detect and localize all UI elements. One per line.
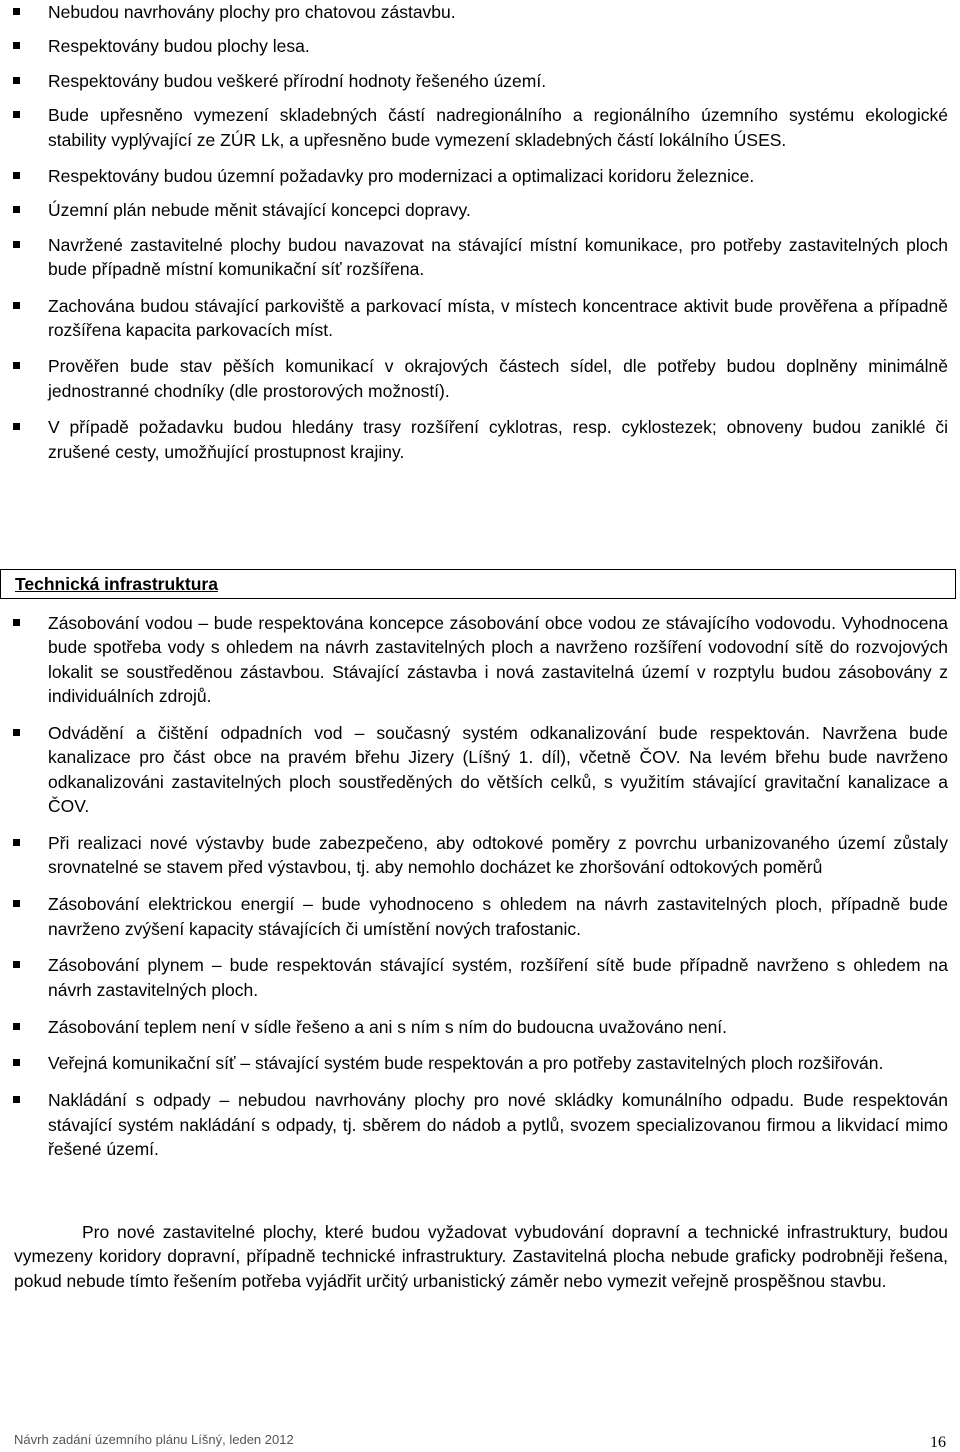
square-bullet-icon <box>13 111 20 118</box>
square-bullet-icon <box>13 900 20 907</box>
square-bullet-icon <box>13 172 20 179</box>
list-item-text: V případě požadavku budou hledány trasy rozšíření cyklotras, resp. cyklostezek; obnoveny budou zaniklé či zrušené cesty, umožňující prostupnost krajiny. <box>48 417 948 462</box>
list-item-text: Respektovány budou plochy lesa. <box>48 36 310 57</box>
square-bullet-icon <box>13 362 20 369</box>
list-item <box>0 611 960 709</box>
list-item-text: Zásobování vodou – bude respektována koncepce zásobování obce vodou ze stávajícího vodovodu. Vyhodnocena bude spotřeba vody s ohledem na návrh zastavitelných ploch a navrženo rozšíření vodovodní sítě do rozvojových lokalit se soustředěnou zástavbou. Stávající zástavba i nová zastavitelná území v rozptylu budou zásobovány z individuálních zdrojů. <box>48 613 948 707</box>
list-item <box>0 103 960 152</box>
list-item <box>0 831 960 880</box>
list-item <box>0 0 960 24</box>
square-bullet-icon <box>13 241 20 248</box>
closing-paragraph: Pro nové zastavitelné plochy, které budou vyžadovat vybudování dopravní a technické infrastruktury, budou vymezeny koridory dopravní, případně technické infrastruktury. Zastavitelná plocha nebude graficky podrobněji řešena, pokud nebude tímto řešením potřeba vyjádřit určitý urbanistický záměr nebo vymezit veřejně prospěšnou stavbu. <box>14 1222 948 1291</box>
list-item <box>0 892 960 941</box>
list-item <box>0 1088 960 1161</box>
square-bullet-icon <box>13 1023 20 1030</box>
list-item <box>0 1051 960 1075</box>
square-bullet-icon <box>13 1059 20 1066</box>
square-bullet-icon <box>13 8 20 15</box>
requirements-list <box>0 0 960 476</box>
list-item-text: Nebudou navrhovány plochy pro chatovou zástavbu. <box>48 2 456 22</box>
list-item <box>0 69 960 93</box>
square-bullet-icon <box>13 206 20 213</box>
list-item-text: Respektovány budou veškeré přírodní hodnoty řešeného území. <box>48 70 547 91</box>
list-item-text: Zachována budou stávající parkoviště a parkovací místa, v místech koncentrace aktivit bude prověřena a případně rozšířena kapacita parkovacích míst. <box>48 295 948 341</box>
section-heading <box>0 569 956 599</box>
square-bullet-icon <box>13 839 20 846</box>
list-item <box>0 34 960 58</box>
page-number: 16 <box>930 1434 946 1451</box>
square-bullet-icon <box>13 729 20 736</box>
footer-document-title: Návrh zadání územního plánu Líšný, leden 2012 <box>14 1432 294 1447</box>
square-bullet-icon <box>13 1096 20 1103</box>
list-item-text: Respektovány budou územní požadavky pro modernizaci a optimalizaci koridoru železnice. <box>48 166 755 187</box>
square-bullet-icon <box>13 42 20 49</box>
square-bullet-icon <box>13 77 20 84</box>
list-item <box>0 294 960 343</box>
list-item-text: Zásobování plynem – bude respektován stávající systém, rozšíření sítě bude případně navrženo s ohledem na návrh zastavitelných ploch. <box>48 955 948 1000</box>
list-item <box>0 721 960 819</box>
list-item <box>0 164 960 188</box>
list-item <box>0 415 960 464</box>
list-item-text: Zásobování elektrickou energií – bude vyhodnoceno s ohledem na návrh zastavitelných ploch, případně bude navrženo zvýšení kapacity stávajících či umístění nových trafostanic. <box>48 894 948 939</box>
square-bullet-icon <box>13 423 20 430</box>
list-item-text: Územní plán nebude měnit stávající koncepci dopravy. <box>48 200 471 221</box>
list-item-text: Prověřen bude stav pěších komunikací v okrajových částech sídel, dle potřeby budou doplněny minimálně jednostranné chodníky (dle prostorových možností). <box>48 356 948 401</box>
list-item <box>0 198 960 222</box>
list-item-text: Zásobování teplem není v sídle řešeno a ani s ním s ním do budoucna uvažováno není. <box>48 1016 728 1037</box>
section-heading-text: Technická infrastruktura <box>15 574 218 594</box>
list-item-text: Bude upřesněno vymezení skladebných částí nadregionálního a regionálního územního systému ekologické stability vyplývající ze ZÚR Lk, a upřesněno bude vymezení skladebných částí lokálního ÚSES. <box>48 105 948 150</box>
list-item-text: Odvádění a čištění odpadních vod – současný systém odkanalizování bude respektován. Navržena bude kanalizace pro část obce na pravém břehu Jizery (Líšný 1. díl), včetně ČOV. Na levém břehu bude navrženo odkanalizováni zastavitelných ploch soustředěných do větších celků, s využitím stávající gravitační kanalizace a ČOV. <box>48 723 948 817</box>
technical-infrastructure-list <box>0 611 960 1174</box>
list-item-text: Veřejná komunikační síť – stávající systém bude respektován a pro potřeby zastavitelných ploch rozšiřován. <box>48 1053 884 1074</box>
list-item <box>0 1015 960 1039</box>
square-bullet-icon <box>13 619 20 626</box>
list-item <box>0 233 960 282</box>
list-item <box>0 354 960 403</box>
square-bullet-icon <box>13 961 20 968</box>
square-bullet-icon <box>13 302 20 309</box>
list-item <box>0 953 960 1002</box>
list-item-text: Při realizaci nové výstavby bude zabezpečeno, aby odtokové poměry z povrchu urbanizovaného území zůstaly srovnatelné se stavem před výstavbou, tj. aby nemohlo docházet ke zhoršování odtokových poměrů <box>48 833 948 878</box>
list-item-text: Navržené zastavitelné plochy budou navazovat na stávající místní komunikace, pro potřeby zastavitelných ploch bude případně místní komunikační síť rozšířena. <box>48 234 948 280</box>
list-item-text: Nakládání s odpady – nebudou navrhovány plochy pro nové skládky komunálního odpadu. Bude respektován stávající systém nakládání s odpady, tj. sběrem do nádob a pytlů, svozem specializovanou firmou a likvidací mimo řešené území. <box>48 1090 948 1160</box>
